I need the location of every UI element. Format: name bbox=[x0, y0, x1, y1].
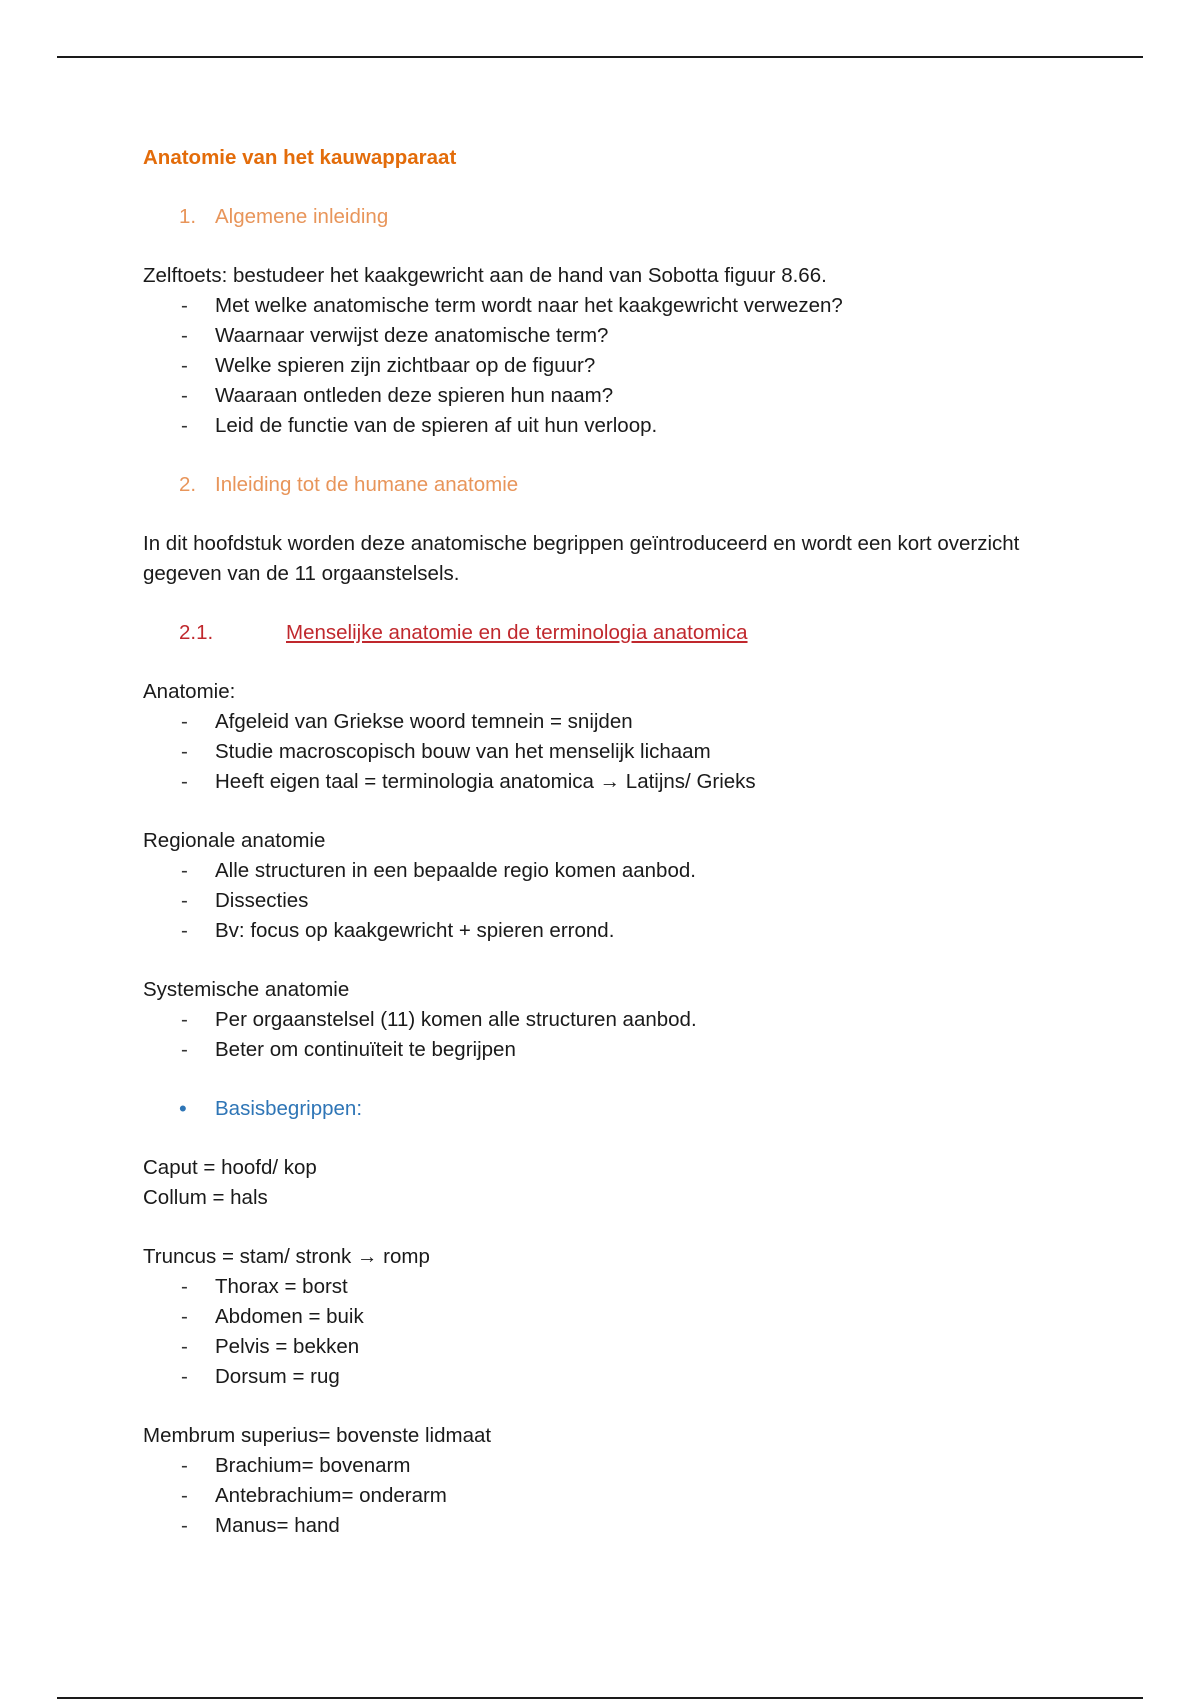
bottom-rule bbox=[57, 1697, 1143, 1699]
caput-line: Caput = hoofd/ kop bbox=[143, 1156, 317, 1179]
systemische-label: Systemische anatomie bbox=[143, 978, 350, 1001]
list-item-text: Per orgaanstelsel (11) komen alle structuren aanbod. bbox=[215, 1008, 697, 1031]
section-number: 1. bbox=[179, 205, 197, 228]
list-item-text: Welke spieren zijn zichtbaar op de figuur? bbox=[215, 354, 596, 377]
dash-bullet: - bbox=[181, 1305, 188, 1328]
dash-bullet: - bbox=[181, 1365, 188, 1388]
top-rule bbox=[57, 56, 1143, 58]
list-item bbox=[143, 321, 1063, 351]
section-1-heading bbox=[143, 202, 1063, 232]
list-item bbox=[143, 1005, 1063, 1035]
bullet-icon: • bbox=[179, 1096, 187, 1121]
dash-bullet: - bbox=[181, 324, 188, 347]
list-item bbox=[143, 411, 1063, 441]
list-item-text: Studie macroscopisch bouw van het menselijk lichaam bbox=[215, 740, 711, 763]
dash-bullet: - bbox=[181, 1275, 188, 1298]
list-item-text: Heeft eigen taal = terminologia anatomica → Latijns/ Grieks bbox=[215, 770, 756, 793]
document-page bbox=[143, 143, 1063, 1541]
list-item-text: Dorsum = rug bbox=[215, 1365, 340, 1388]
list-item-text: Afgeleid van Griekse woord temnein = snijden bbox=[215, 710, 633, 733]
section-2-paragraph: In dit hoofdstuk worden deze anatomische begrippen geïntroduceerd en wordt een kort overzicht gegeven van de 11 orgaanstelsels. bbox=[143, 532, 1020, 585]
list-item-text: Alle structuren in een bepaalde regio komen aanbod. bbox=[215, 859, 696, 882]
dash-bullet: - bbox=[181, 414, 188, 437]
section-number: 2.1. bbox=[179, 621, 214, 644]
document-title: Anatomie van het kauwapparaat bbox=[143, 146, 457, 169]
list-item bbox=[143, 856, 1063, 886]
dash-bullet: - bbox=[181, 1514, 188, 1537]
dash-bullet: - bbox=[181, 354, 188, 377]
dash-bullet: - bbox=[181, 1008, 188, 1031]
list-item bbox=[143, 1272, 1063, 1302]
list-item bbox=[143, 381, 1063, 411]
list-item-text: Pelvis = bekken bbox=[215, 1335, 360, 1358]
dash-bullet: - bbox=[181, 1484, 188, 1507]
dash-bullet: - bbox=[181, 294, 188, 317]
dash-bullet: - bbox=[181, 770, 188, 793]
collum-line: Collum = hals bbox=[143, 1186, 268, 1209]
anatomie-label: Anatomie: bbox=[143, 680, 236, 703]
list-item-text: Abdomen = buik bbox=[215, 1305, 364, 1328]
dash-bullet: - bbox=[181, 740, 188, 763]
list-item-text: Met welke anatomische term wordt naar het kaakgewricht verwezen? bbox=[215, 294, 843, 317]
list-item-text: Beter om continuïteit te begrijpen bbox=[215, 1038, 516, 1061]
section-title: Inleiding tot de humane anatomie bbox=[215, 473, 519, 496]
zelftoets-intro: Zelftoets: bestudeer het kaakgewricht aan de hand van Sobotta figuur 8.66. bbox=[143, 264, 827, 287]
list-item-text: Manus= hand bbox=[215, 1514, 340, 1537]
section-title: Algemene inleiding bbox=[215, 205, 389, 228]
list-item-text: Waaraan ontleden deze spieren hun naam? bbox=[215, 384, 614, 407]
dash-bullet: - bbox=[181, 1335, 188, 1358]
section-2-heading bbox=[143, 470, 1063, 500]
dash-bullet: - bbox=[181, 919, 188, 942]
list-item-text: Waarnaar verwijst deze anatomische term? bbox=[215, 324, 609, 347]
list-item-text: Thorax = borst bbox=[215, 1275, 348, 1298]
list-item-text: Brachium= bovenarm bbox=[215, 1454, 411, 1477]
list-item bbox=[143, 1332, 1063, 1362]
list-item bbox=[143, 1035, 1063, 1065]
list-item-text: Dissecties bbox=[215, 889, 309, 912]
list-item bbox=[143, 1362, 1063, 1392]
section-number: 2. bbox=[179, 473, 197, 496]
list-item bbox=[143, 1511, 1063, 1541]
list-item bbox=[143, 707, 1063, 737]
list-item bbox=[143, 737, 1063, 767]
list-item bbox=[143, 1481, 1063, 1511]
dash-bullet: - bbox=[181, 889, 188, 912]
list-item-text: Leid de functie van de spieren af uit hun verloop. bbox=[215, 414, 658, 437]
dash-bullet: - bbox=[181, 384, 188, 407]
dash-bullet: - bbox=[181, 859, 188, 882]
truncus-label: Truncus = stam/ stronk → romp bbox=[143, 1245, 430, 1268]
list-item-text: Antebrachium= onderarm bbox=[215, 1484, 447, 1507]
list-item bbox=[143, 291, 1063, 321]
list-item bbox=[143, 1451, 1063, 1481]
dash-bullet: - bbox=[181, 1038, 188, 1061]
dash-bullet: - bbox=[181, 1454, 188, 1477]
list-item bbox=[143, 1302, 1063, 1332]
dash-bullet: - bbox=[181, 710, 188, 733]
list-item bbox=[143, 916, 1063, 946]
basisbegrippen-heading bbox=[143, 1094, 1063, 1124]
membrum-label: Membrum superius= bovenste lidmaat bbox=[143, 1424, 492, 1447]
list-item bbox=[143, 351, 1063, 381]
section-title: Menselijke anatomie en de terminologia anatomica bbox=[286, 621, 748, 644]
list-item bbox=[143, 767, 1063, 797]
section-title: Basisbegrippen: bbox=[215, 1097, 363, 1120]
regionale-label: Regionale anatomie bbox=[143, 829, 326, 852]
section-2-1-heading bbox=[143, 618, 1063, 648]
list-item bbox=[143, 886, 1063, 916]
list-item-text: Bv: focus op kaakgewricht + spieren errond. bbox=[215, 919, 615, 942]
